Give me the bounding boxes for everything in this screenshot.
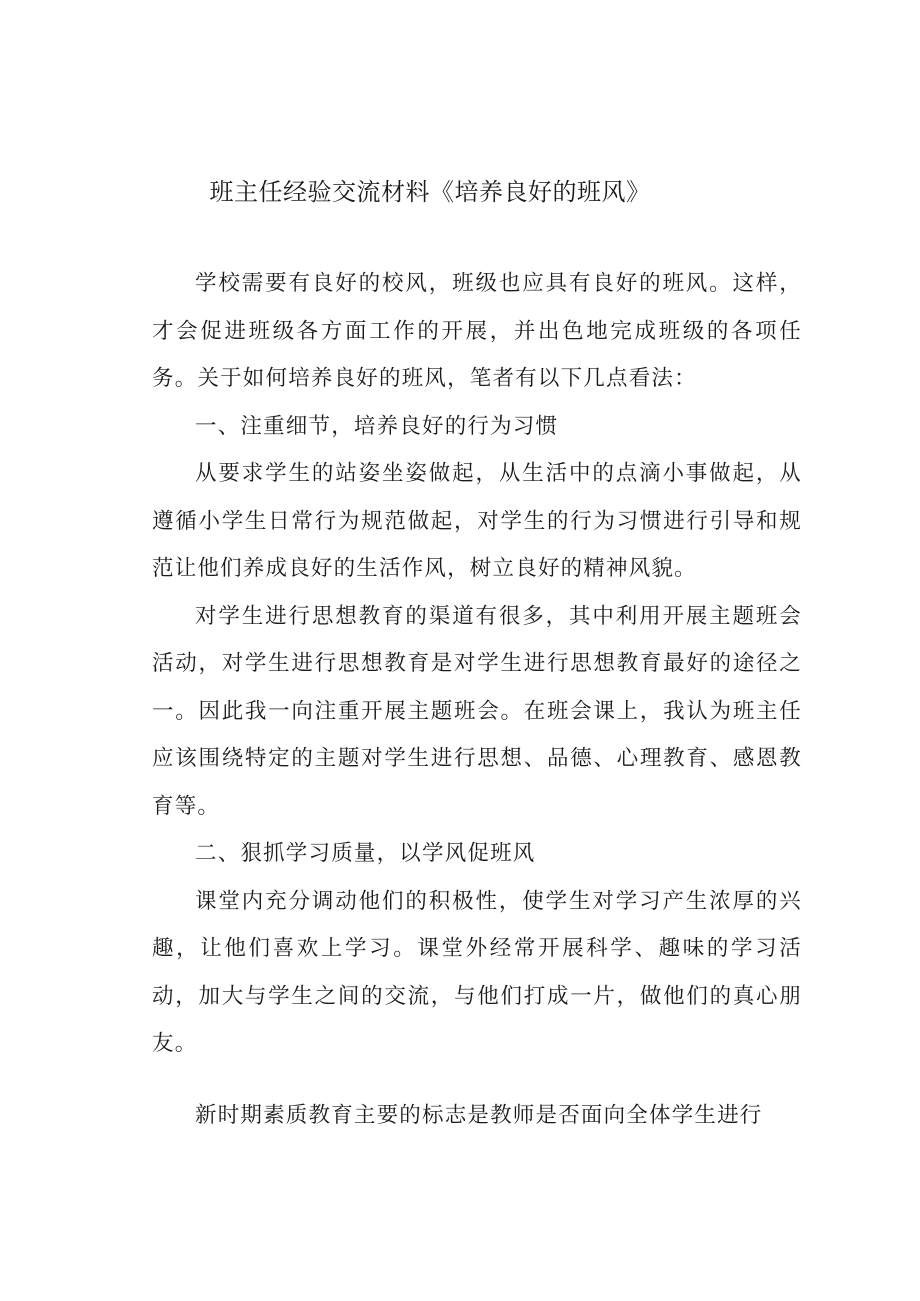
section-heading-2: 二、狠抓学习质量，以学风促班风 [195, 841, 536, 866]
section-heading-1: 一、注重细节，培养良好的行为习惯 [195, 413, 559, 439]
document-body [152, 260, 802, 1139]
body-paragraph: 从要求学生的站姿坐姿做起，从生活中的点滴小事做起，从遵循小学生日常行为规范做起，对学生的行为习惯进行引导和规范让他们养成良好的生活作风，树立良好的精神风貌。 [152, 461, 802, 581]
document-title: 班主任经验交流材料《培养良好的班风》 [209, 178, 651, 206]
body-paragraph: 新时期素质教育主要的标志是教师是否面向全体学生进行 [195, 1102, 763, 1128]
body-paragraph: 课堂内充分调动他们的积极性，使学生对学习产生浓厚的兴趣，让他们喜欢上学习。课堂外经常开展科学、趣味的学习活动，加大与学生之间的交流，与他们打成一片，做他们的真心朋友。 [152, 888, 802, 1056]
body-paragraph: 对学生进行思想教育的渠道有很多，其中利用开展主题班会活动，对学生进行思想教育是对学生进行思想教育最好的途径之一。因此我一向注重开展主题班会。在班会课上，我认为班主任应该围绕特定的主题对学生进行思想、品德、心理教育、感恩教育等。 [152, 603, 802, 819]
intro-paragraph: 学校需要有良好的校风，班级也应具有良好的班风。这样，才会促进班级各方面工作的开展，并出色地完成班级的各项任务。关于如何培养良好的班风，笔者有以下几点看法： [152, 271, 802, 391]
